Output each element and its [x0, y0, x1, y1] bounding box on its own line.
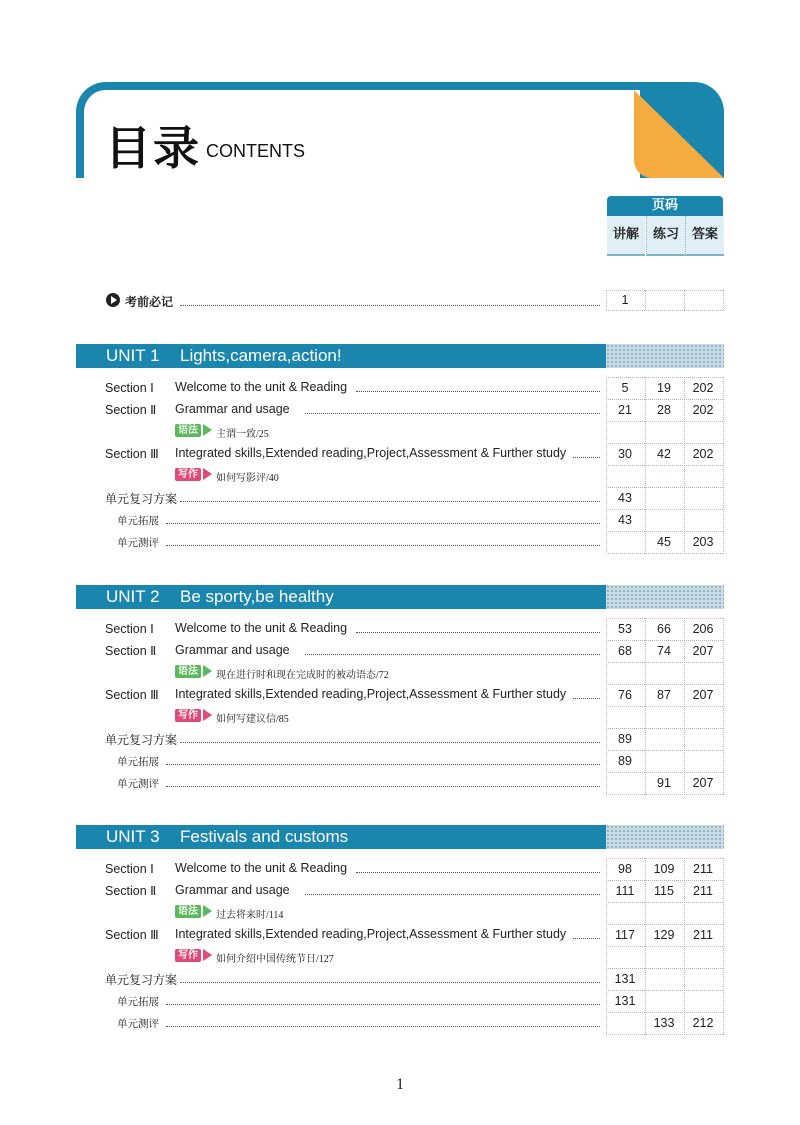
unit-test-label[interactable]: 单元测评: [117, 778, 159, 790]
writing-tag: 写作: [175, 709, 201, 722]
section-title[interactable]: Integrated skills,Extended reading,Project,Assessment & Further study: [175, 927, 567, 941]
tag-arrow-icon: [203, 905, 212, 917]
unit-number: UNIT 1: [106, 346, 160, 365]
section-number: Section Ⅱ: [105, 403, 157, 417]
page-answer[interactable]: 207: [692, 644, 714, 658]
page-title: 目录: [105, 121, 201, 175]
section-title[interactable]: Grammar and usage: [175, 402, 290, 416]
dot-leader: [180, 501, 600, 502]
section-number: Section Ⅱ: [105, 644, 157, 658]
writing-tag: 写作: [175, 949, 201, 962]
page-practice: [645, 466, 683, 486]
grid-line: [645, 290, 646, 310]
dot-leader: [356, 391, 600, 392]
page-practice: [645, 707, 683, 727]
section-title[interactable]: Welcome to the unit & Reading: [175, 380, 348, 394]
dot-leader: [166, 1026, 600, 1027]
page-practice: [645, 488, 683, 508]
page-practice: [645, 422, 683, 442]
page-practice[interactable]: 87: [657, 688, 671, 702]
page-lecture[interactable]: 117: [615, 928, 635, 942]
page-practice: [645, 969, 683, 989]
page-practice[interactable]: 66: [657, 622, 671, 636]
page-practice: [645, 729, 683, 749]
page-lecture[interactable]: 98: [618, 862, 632, 876]
page-practice: [645, 903, 683, 923]
dot-leader: [166, 523, 600, 524]
page-practice[interactable]: 74: [657, 644, 671, 658]
col-header-lecture: 讲解: [607, 216, 645, 256]
grid-line: [723, 618, 724, 795]
grammar-tag: 语法: [175, 665, 201, 678]
page-answer[interactable]: 207: [692, 688, 714, 702]
page-practice[interactable]: 129: [653, 928, 675, 942]
page-subtitle: CONTENTS: [206, 141, 305, 161]
page-answer: [684, 707, 722, 727]
section-number: Section Ⅰ: [105, 381, 154, 395]
play-arrow-icon: [106, 293, 120, 307]
section-number: Section Ⅲ: [105, 928, 159, 942]
page-practice[interactable]: 115: [654, 884, 674, 898]
topic-note[interactable]: 如何介绍中国传统节日/127: [216, 954, 334, 965]
grid-line: [606, 1034, 723, 1035]
page-lecture[interactable]: 43: [618, 491, 632, 505]
unit-extension-label[interactable]: 单元拓展: [117, 996, 159, 1008]
writing-tag: 写作: [175, 468, 201, 481]
unit-number: UNIT 2: [106, 587, 160, 606]
page-answer: [684, 466, 722, 486]
section-title[interactable]: Grammar and usage: [175, 883, 290, 897]
page-answer: [684, 751, 722, 771]
page-lecture[interactable]: 131: [614, 994, 636, 1008]
tag-arrow-icon: [203, 468, 212, 480]
grid-line: [723, 290, 724, 310]
grid-line: [606, 310, 723, 311]
page-lecture[interactable]: 131: [614, 972, 636, 986]
page-lecture: [606, 532, 644, 552]
page-answer[interactable]: 212: [692, 1016, 714, 1030]
dot-leader: [573, 457, 600, 458]
section-title[interactable]: Integrated skills,Extended reading,Project,Assessment & Further study: [175, 687, 567, 701]
dot-leader: [180, 305, 600, 306]
page-answer: [684, 991, 722, 1011]
intro-page-lecture[interactable]: 1: [621, 293, 629, 307]
page-lecture[interactable]: 21: [618, 403, 632, 417]
section-number: Section Ⅱ: [105, 884, 157, 898]
unit-header-pattern: [606, 585, 724, 609]
page-answer[interactable]: 206: [692, 622, 714, 636]
page-lecture: [606, 947, 644, 967]
page-answer: [684, 969, 722, 989]
page-practice: [645, 991, 683, 1011]
page-answer[interactable]: 211: [693, 862, 713, 876]
unit-review-label[interactable]: 单元复习方案: [105, 973, 178, 987]
section-title[interactable]: Integrated skills,Extended reading,Project,Assessment & Further study: [175, 446, 567, 460]
tag-arrow-icon: [203, 424, 212, 436]
unit-test-label[interactable]: 单元测评: [117, 537, 159, 549]
topic-note[interactable]: 如何写建议信/85: [216, 714, 289, 725]
page-columns-title: 页码: [607, 196, 723, 216]
page-lecture: [606, 773, 644, 793]
page-answer[interactable]: 211: [693, 884, 713, 898]
page-practice: [645, 510, 683, 530]
grammar-tag: 语法: [175, 424, 201, 437]
page-answer: [684, 947, 722, 967]
page-lecture: [606, 707, 644, 727]
page-practice: [645, 751, 683, 771]
page-lecture[interactable]: 30: [618, 447, 632, 461]
dot-leader: [180, 742, 600, 743]
topic-note[interactable]: 过去将来时/114: [216, 910, 284, 921]
tag-arrow-icon: [203, 709, 212, 721]
dot-leader: [573, 698, 600, 699]
page-lecture[interactable]: 89: [618, 754, 632, 768]
intro-label[interactable]: 考前必记: [125, 295, 174, 309]
dot-leader: [166, 764, 600, 765]
unit-review-label[interactable]: 单元复习方案: [105, 733, 178, 747]
unit-review-label[interactable]: 单元复习方案: [105, 492, 178, 506]
page-lecture[interactable]: 53: [618, 622, 632, 636]
page-answer[interactable]: 202: [692, 403, 714, 417]
dot-leader: [180, 982, 600, 983]
page-practice[interactable]: 109: [653, 862, 675, 876]
dot-leader: [166, 545, 600, 546]
page-lecture[interactable]: 76: [618, 688, 632, 702]
dot-leader: [305, 654, 600, 655]
topic-note[interactable]: 现在进行时和现在完成时的被动语态/72: [216, 670, 389, 681]
tag-arrow-icon: [203, 665, 212, 677]
page-answer[interactable]: 202: [692, 447, 714, 461]
unit-title: Festivals and customs: [180, 827, 349, 846]
page-practice[interactable]: 91: [657, 776, 671, 790]
unit-title: Lights,camera,action!: [180, 346, 342, 365]
dot-leader: [573, 938, 600, 939]
page-practice[interactable]: 19: [657, 381, 671, 395]
page-practice[interactable]: 42: [657, 447, 671, 461]
tag-arrow-icon: [203, 949, 212, 961]
page-lecture[interactable]: 43: [618, 513, 632, 527]
dot-leader: [166, 1004, 600, 1005]
page-lecture: [606, 1013, 644, 1033]
dot-leader: [166, 786, 600, 787]
page-lecture[interactable]: 111: [615, 884, 635, 898]
col-header-answer: 答案: [685, 216, 724, 256]
page-answer: [684, 422, 722, 442]
page-practice[interactable]: 45: [657, 535, 671, 549]
page-lecture: [606, 422, 644, 442]
page-practice[interactable]: 28: [657, 403, 671, 417]
page-answer: [684, 663, 722, 683]
page-answer: [684, 488, 722, 508]
page-answer[interactable]: 207: [692, 776, 714, 790]
unit-header-pattern: [606, 344, 724, 368]
page-answer[interactable]: 202: [692, 381, 714, 395]
grid-line: [723, 858, 724, 1035]
page-practice: [645, 947, 683, 967]
page-number: 1: [396, 1076, 404, 1093]
page-lecture[interactable]: 5: [621, 381, 629, 395]
unit-header[interactable]: [76, 825, 606, 849]
grid-line: [606, 553, 723, 554]
dot-leader: [305, 413, 600, 414]
page-lecture: [606, 466, 644, 486]
unit-number: UNIT 3: [106, 827, 160, 846]
unit-extension-label[interactable]: 单元拓展: [117, 515, 159, 527]
unit-extension-label[interactable]: 单元拓展: [117, 756, 159, 768]
unit-header-pattern: [606, 825, 724, 849]
section-number: Section Ⅲ: [105, 447, 159, 461]
topic-note[interactable]: 主谓一致/25: [216, 429, 269, 440]
section-title[interactable]: Welcome to the unit & Reading: [175, 861, 348, 875]
page-answer: [684, 729, 722, 749]
section-title[interactable]: Welcome to the unit & Reading: [175, 621, 348, 635]
section-number: Section Ⅰ: [105, 862, 154, 876]
grid-line: [606, 794, 723, 795]
unit-test-label[interactable]: 单元测评: [117, 1018, 159, 1030]
section-number: Section Ⅲ: [105, 688, 159, 702]
grid-line: [723, 377, 724, 554]
unit-header[interactable]: [76, 344, 606, 368]
unit-title: Be sporty,be healthy: [180, 587, 334, 606]
dot-leader: [356, 632, 600, 633]
page-answer: [684, 510, 722, 530]
unit-header[interactable]: [76, 585, 606, 609]
page-practice: [645, 663, 683, 683]
dot-leader: [305, 894, 600, 895]
page-lecture[interactable]: 89: [618, 732, 632, 746]
col-header-practice: 练习: [646, 216, 685, 256]
topic-note[interactable]: 如何写影评/40: [216, 473, 279, 484]
grid-line: [684, 290, 685, 310]
page-lecture[interactable]: 68: [618, 644, 632, 658]
section-title[interactable]: Grammar and usage: [175, 643, 290, 657]
page-answer: [684, 903, 722, 923]
page-lecture: [606, 663, 644, 683]
section-number: Section Ⅰ: [105, 622, 154, 636]
page-practice[interactable]: 133: [653, 1016, 675, 1030]
dot-leader: [356, 872, 600, 873]
page-lecture: [606, 903, 644, 923]
page-answer[interactable]: 203: [692, 535, 714, 549]
grammar-tag: 语法: [175, 905, 201, 918]
page-answer[interactable]: 211: [693, 928, 713, 942]
